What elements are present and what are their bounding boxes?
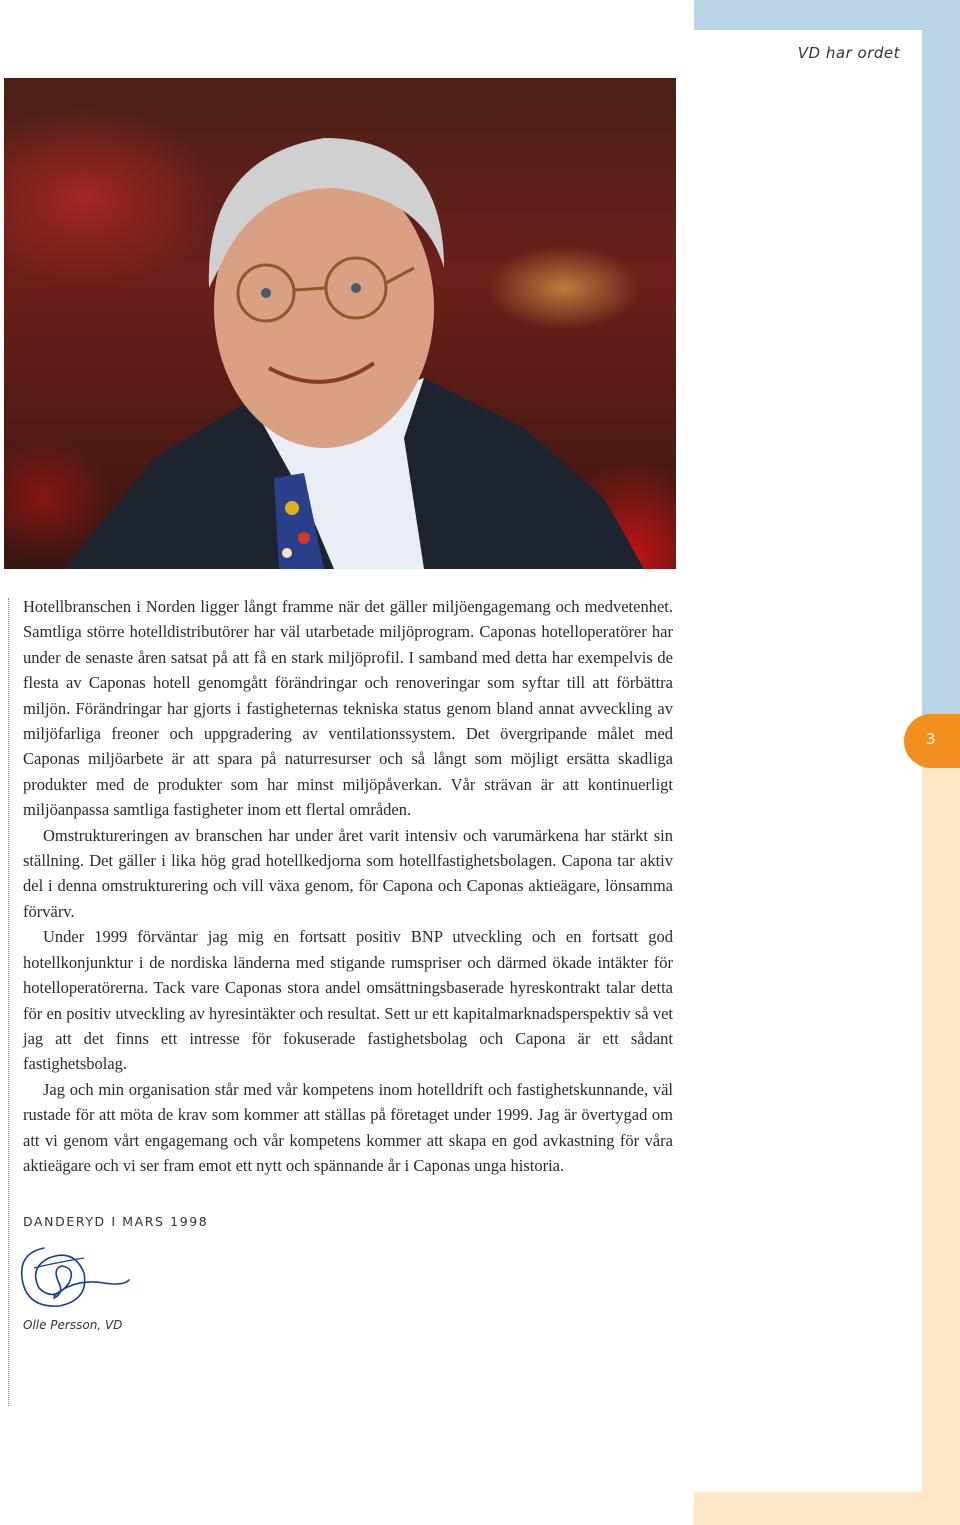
- paragraph: Under 1999 förväntar jag mig en fortsatt positiv BNP utveckling och en fortsatt god hotellkonjunktur i de nordiska länderna med stigande rumspriser och därmed ökade intäkter för hotelloperatörerna. Tack vare Caponas stora andel omsättningsbaserade hyreskontrakt talar detta för en positiv utveckling av hyresintäkter och resultat. Sett ur ett kapitalmarknadsperspektiv så vet jag att det finns ett intresse för fokuserade fastighetsbolag och Capona är ett sådant fastighetsbolag.: [23, 927, 673, 1074]
- signer-name: Olle Persson, VD: [23, 1318, 123, 1332]
- dotted-margin-rule: [8, 598, 9, 1406]
- paragraph: Hotellbranschen i Norden ligger långt framme när det gäller miljöengagemang och medvetenhet. Samtliga större hotelldistributörer har väl utarbetade miljöprogram. Caponas hotelloperatörer har under de senaste åren satsat på att få en stark miljöprofil. I samband med detta har exempelvis de flesta av Caponas hotell genomgått förändringar och renoveringar som syftar till att förbättra miljön. Förändringar har gjorts i fastigheternas tekniska status genom bland annat avveckling av miljöfarliga freoner och uppgradering av ventilationssystem. Det övergripande målet med Caponas miljöarbete är att spara på naturresurser och så långt som möjligt ersätta skadliga produkter med de produkter som har minst miljöpåverkan. Vår strävan är att kontinuerligt miljöanpassa samtliga fastigheter inom ett flertal områden.: [23, 597, 673, 820]
- page-number: 3: [926, 730, 936, 748]
- page-number-tab: [904, 714, 960, 768]
- handwritten-signature-icon: [14, 1238, 134, 1318]
- place-and-date: DANDERYD I MARS 1998: [23, 1214, 209, 1229]
- section-title: VD har ordet: [797, 44, 900, 62]
- portrait-icon: [4, 78, 676, 569]
- ceo-portrait-photo: [4, 78, 676, 569]
- paragraph: Omstruktureringen av branschen har under året varit intensiv och varumärkena har stärkt sin ställning. Det gäller i lika hög grad hotellkedjorna som hotellfastighetsbolagen. Capona tar aktiv del i denna omstrukturering och vill växa genom, för Capona och Caponas aktieägare, lönsamma förvärv.: [23, 825, 673, 921]
- paragraph: Jag och min organisation står med vår kompetens inom hotelldrift och fastighetskunnande, väl rustade för att möta de krav som kommer att ställas på företaget under 1999. Jag är övertygad om att vi genom vårt engagemang och vår kompetens kommer att skapa en god avkastning för våra aktieägare och vi ser fram emot ett nytt och spännande år i Caponas unga historia.: [23, 1079, 673, 1175]
- page-margin-panel: [694, 30, 922, 1492]
- letter-body: [23, 594, 673, 1178]
